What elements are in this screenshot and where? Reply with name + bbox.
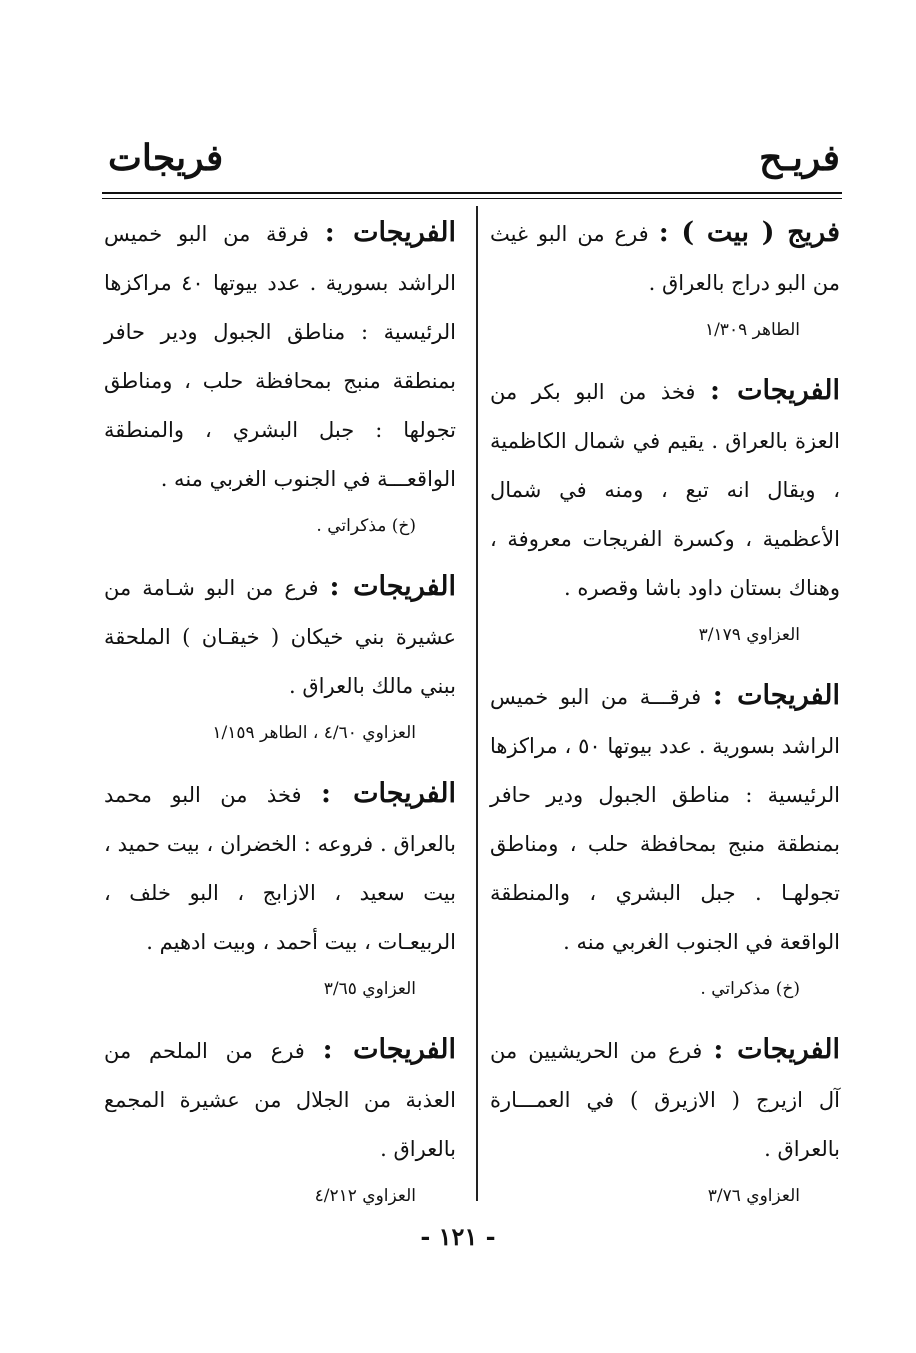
column-separator	[476, 206, 478, 1201]
entry-headword: الفريجات :	[324, 217, 456, 248]
entry-source: العزاوي ٤/٢١٢	[314, 1186, 416, 1206]
entry-text: فخذ من البو بكر من العزة بالعراق . يقيم في شمال الكاظمية ، ويقال انه تبع ، ومنه في شمال الأعظمية ، وكسرة الفريجات معروفة ، وهناك بستان داود باشا وقصره .	[490, 380, 840, 600]
header-rule-thin	[102, 198, 842, 199]
entry-headword: الفريجات :	[713, 1034, 840, 1065]
entry-headword: الفريجات :	[709, 375, 840, 406]
entry	[490, 671, 840, 1011]
right-column	[490, 208, 840, 1232]
entry-text: فرقة من البو خميس الراشد بسورية . عدد بيوتها ٤٠ مراكزها الرئيسية : مناطق الجبول ودير حافر بمنطقة منبج بمحافظة حلب ، ومناطق تجولها : جبل البشري ، والمنطقة الواقعـــة في الجنوب الغربي منه .	[104, 222, 457, 491]
entry-source: العزاوي ٤/٦٠ ، الطاهر ١/١٥٩	[212, 723, 416, 743]
left-column	[104, 208, 456, 1232]
entry-headword: فريج ( بيت ) :	[658, 217, 840, 248]
entry-headword: الفريجات :	[322, 1034, 456, 1065]
entry-text: فرع من البو غيث من البو دراج بالعراق .	[490, 222, 840, 295]
entry-text: فرع من البو شـامة من عشيرة بني خيكان ( خيقـان ) الملحقة ببني مالك بالعراق .	[104, 576, 456, 698]
entry	[104, 1025, 456, 1218]
running-head-left: فريجات	[108, 137, 224, 179]
entry-text: فرع من الملحم من العذبة من الجلال من عشيرة المجمع بالعراق .	[104, 1039, 456, 1161]
entry-source: الطاهر ١/٣٠٩	[704, 320, 800, 340]
entry	[104, 769, 456, 1011]
entry-text: فرع من الحريشيين من آل ازيرج ( الازيرق ) في العمـــارة بالعراق .	[490, 1039, 840, 1161]
entry	[490, 366, 840, 657]
entry-source: (خ) مذكراتي .	[700, 979, 800, 999]
entry	[104, 208, 456, 548]
running-head-right: فريـح	[759, 137, 840, 179]
entry-source: العزاوي ٣/١٧٩	[698, 625, 800, 645]
page-number: - ١٢١ -	[420, 1222, 496, 1251]
entry-headword: الفريجات :	[320, 778, 456, 809]
entry	[490, 1025, 840, 1218]
entry-source: (خ) مذكراتي .	[316, 516, 416, 536]
entry-headword: الفريجات :	[329, 571, 456, 602]
header-rule-thick	[102, 192, 842, 194]
entry	[490, 208, 840, 352]
entry-headword: الفريجات :	[712, 680, 840, 711]
entry-text: فخذ من البو محمد بالعراق . فروعه : الخضران ، بيت حميد ، بيت سعيد ، الازابج ، البو خلف ، الربيعـات ، بيت أحمد ، وبيت ادهيم .	[104, 783, 456, 954]
entry-text: فرقـــة من البو خميس الراشد بسورية . عدد بيوتها ٥٠ ، مراكزها الرئيسية : مناطق الجبول ودير حافر بمنطقة منبج بمحافظة حلب ، ومناطق تجولهـا . جبل البشري ، والمنطقة الواقعة في الجنوب الغربي منه .	[490, 685, 840, 954]
entry	[104, 562, 456, 755]
entry-source: العزاوي ٣/٦٥	[323, 979, 416, 999]
entry-source: العزاوي ٣/٧٦	[707, 1186, 800, 1206]
